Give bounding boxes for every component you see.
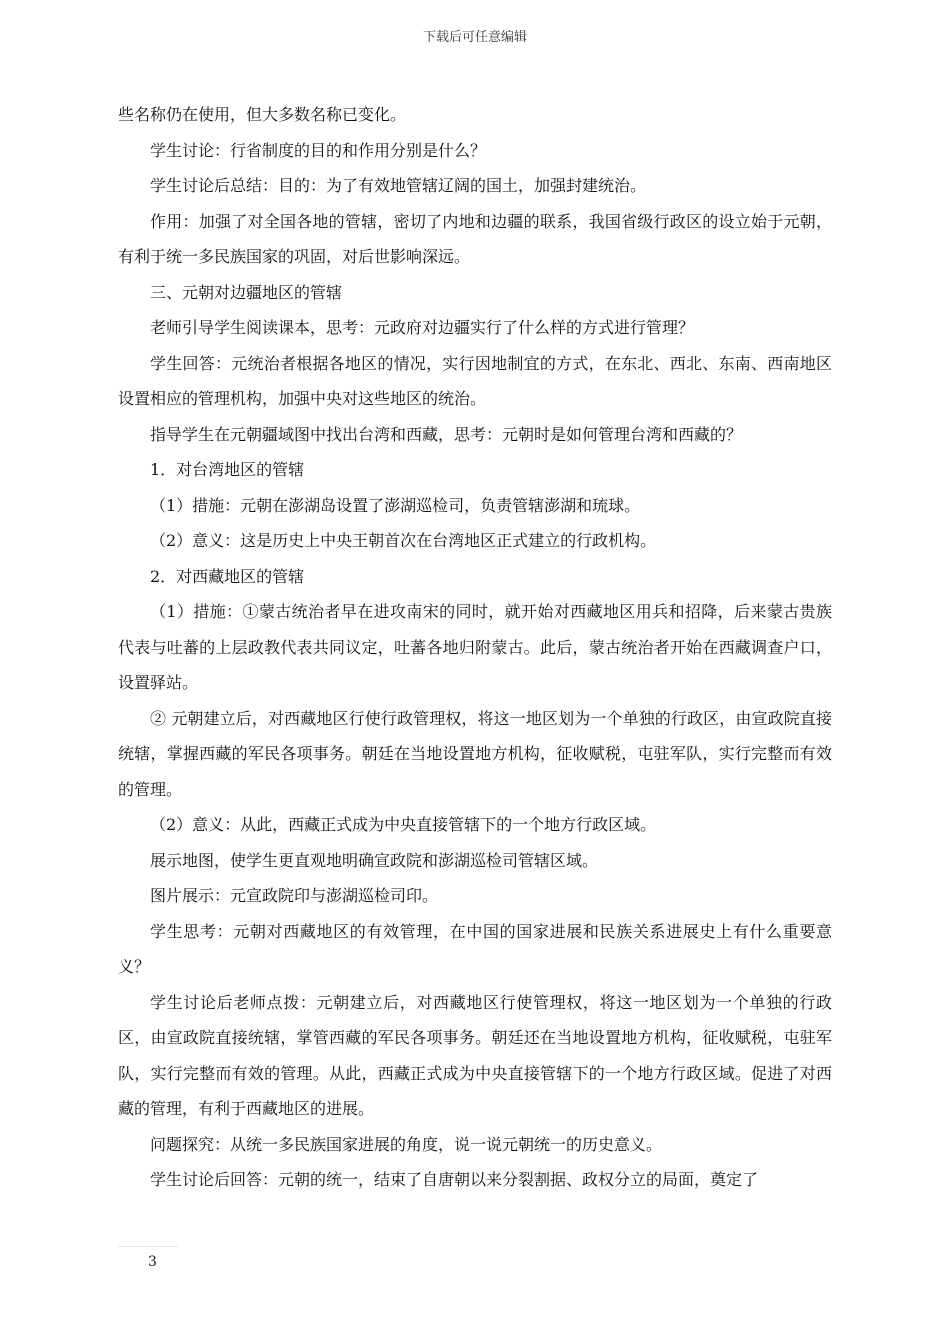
paragraph: 学生思考：元朝对西藏地区的有效管理，在中国的国家进展和民族关系进展史上有什么重要意义？ <box>118 921 832 976</box>
paragraph: 问题探究：从统一多民族国家进展的角度，说一说元朝统一的历史意义。 <box>150 1134 663 1154</box>
paragraph: 展示地图，使学生更直观地明确宣政院和澎湖巡检司管辖区域。 <box>150 850 599 870</box>
list-item: （2）意义：这是历史上中央王朝首次在台湾地区正式建立的行政机构。 <box>150 531 657 550</box>
page-header: 下载后可任意编辑 <box>422 30 527 45</box>
subsection-heading: 2．对西藏地区的管辖 <box>150 566 305 586</box>
paragraph: 图片展示：元宣政院印与澎湖巡检司印。 <box>150 886 439 905</box>
paragraph: 学生回答：元统治者根据各地区的情况，实行因地制宜的方式，在东北、西北、东南、西南地区设置相应的管理机构，加强中央对这些地区的统治。 <box>118 353 832 408</box>
paragraph: 老师引导学生阅读课本，思考：元政府对边疆实行了什么样的方式进行管理？ <box>150 318 695 337</box>
paragraph: 学生讨论后回答：元朝的统一，结束了自唐朝以来分裂割据、政权分立的局面，奠定了 <box>150 1170 759 1189</box>
subsection-heading: 1．对台湾地区的管辖 <box>150 460 305 479</box>
page-number: 3 <box>148 1254 157 1270</box>
paragraph: 作用：加强了对全国各地的管辖，密切了内地和边疆的联系，我国省级行政区的设立始于元朝，有利于统一多民族国家的巩固，对后世影响深远。 <box>118 211 832 266</box>
list-item: （2）意义：从此，西藏正式成为中央直接管辖下的一个地方行政区域。 <box>150 815 657 834</box>
paragraph: 学生讨论后老师点拨：元朝建立后，对西藏地区行使管理权，将这一地区划为一个单独的行政区，由宣政院直接统辖，掌管西藏的军民各项事务。朝廷还在当地设置地方机构，征收赋税，屯驻军队，实行完整而有效的管理。从此，西藏正式成为中央直接管辖下的一个地方行政区域。促进了对西藏的管理，有利于西藏地区的进展。 <box>118 992 832 1118</box>
paragraph: 些名称仍在使用，但大多数名称已变化。 <box>118 105 407 124</box>
section-heading: 三、元朝对边疆地区的管辖 <box>150 282 343 302</box>
paragraph: 学生讨论后总结：目的：为了有效地管辖辽阔的国土，加强封建统治。 <box>150 176 647 195</box>
footer-divider <box>118 1246 178 1247</box>
document-body <box>118 97 832 1198</box>
list-item: （1）措施：①蒙古统治者早在进攻南宋的同时，就开始对西藏地区用兵和招降，后来蒙古贵族代表与吐蕃的上层政教代表共同议定，吐蕃各地归附蒙古。此后，蒙古统治者开始在西藏调查户口，设置驿站。 <box>118 602 832 692</box>
paragraph: 指导学生在元朝疆域图中找出台湾和西藏，思考：元朝时是如何管理台湾和西藏的？ <box>150 424 743 444</box>
paragraph: 学生讨论：行省制度的目的和作用分别是什么？ <box>150 140 487 160</box>
list-item: （1）措施：元朝在澎湖岛设置了澎湖巡检司，负责管辖澎湖和琉球。 <box>150 495 641 515</box>
list-item: ② 元朝建立后，对西藏地区行使行政管理权，将这一地区划为一个单独的行政区，由宣政院直接统辖，掌握西藏的军民各项事务。朝廷在当地设置地方机构，征收赋税，屯驻军队，实行完整而有效的管理。 <box>118 708 832 799</box>
